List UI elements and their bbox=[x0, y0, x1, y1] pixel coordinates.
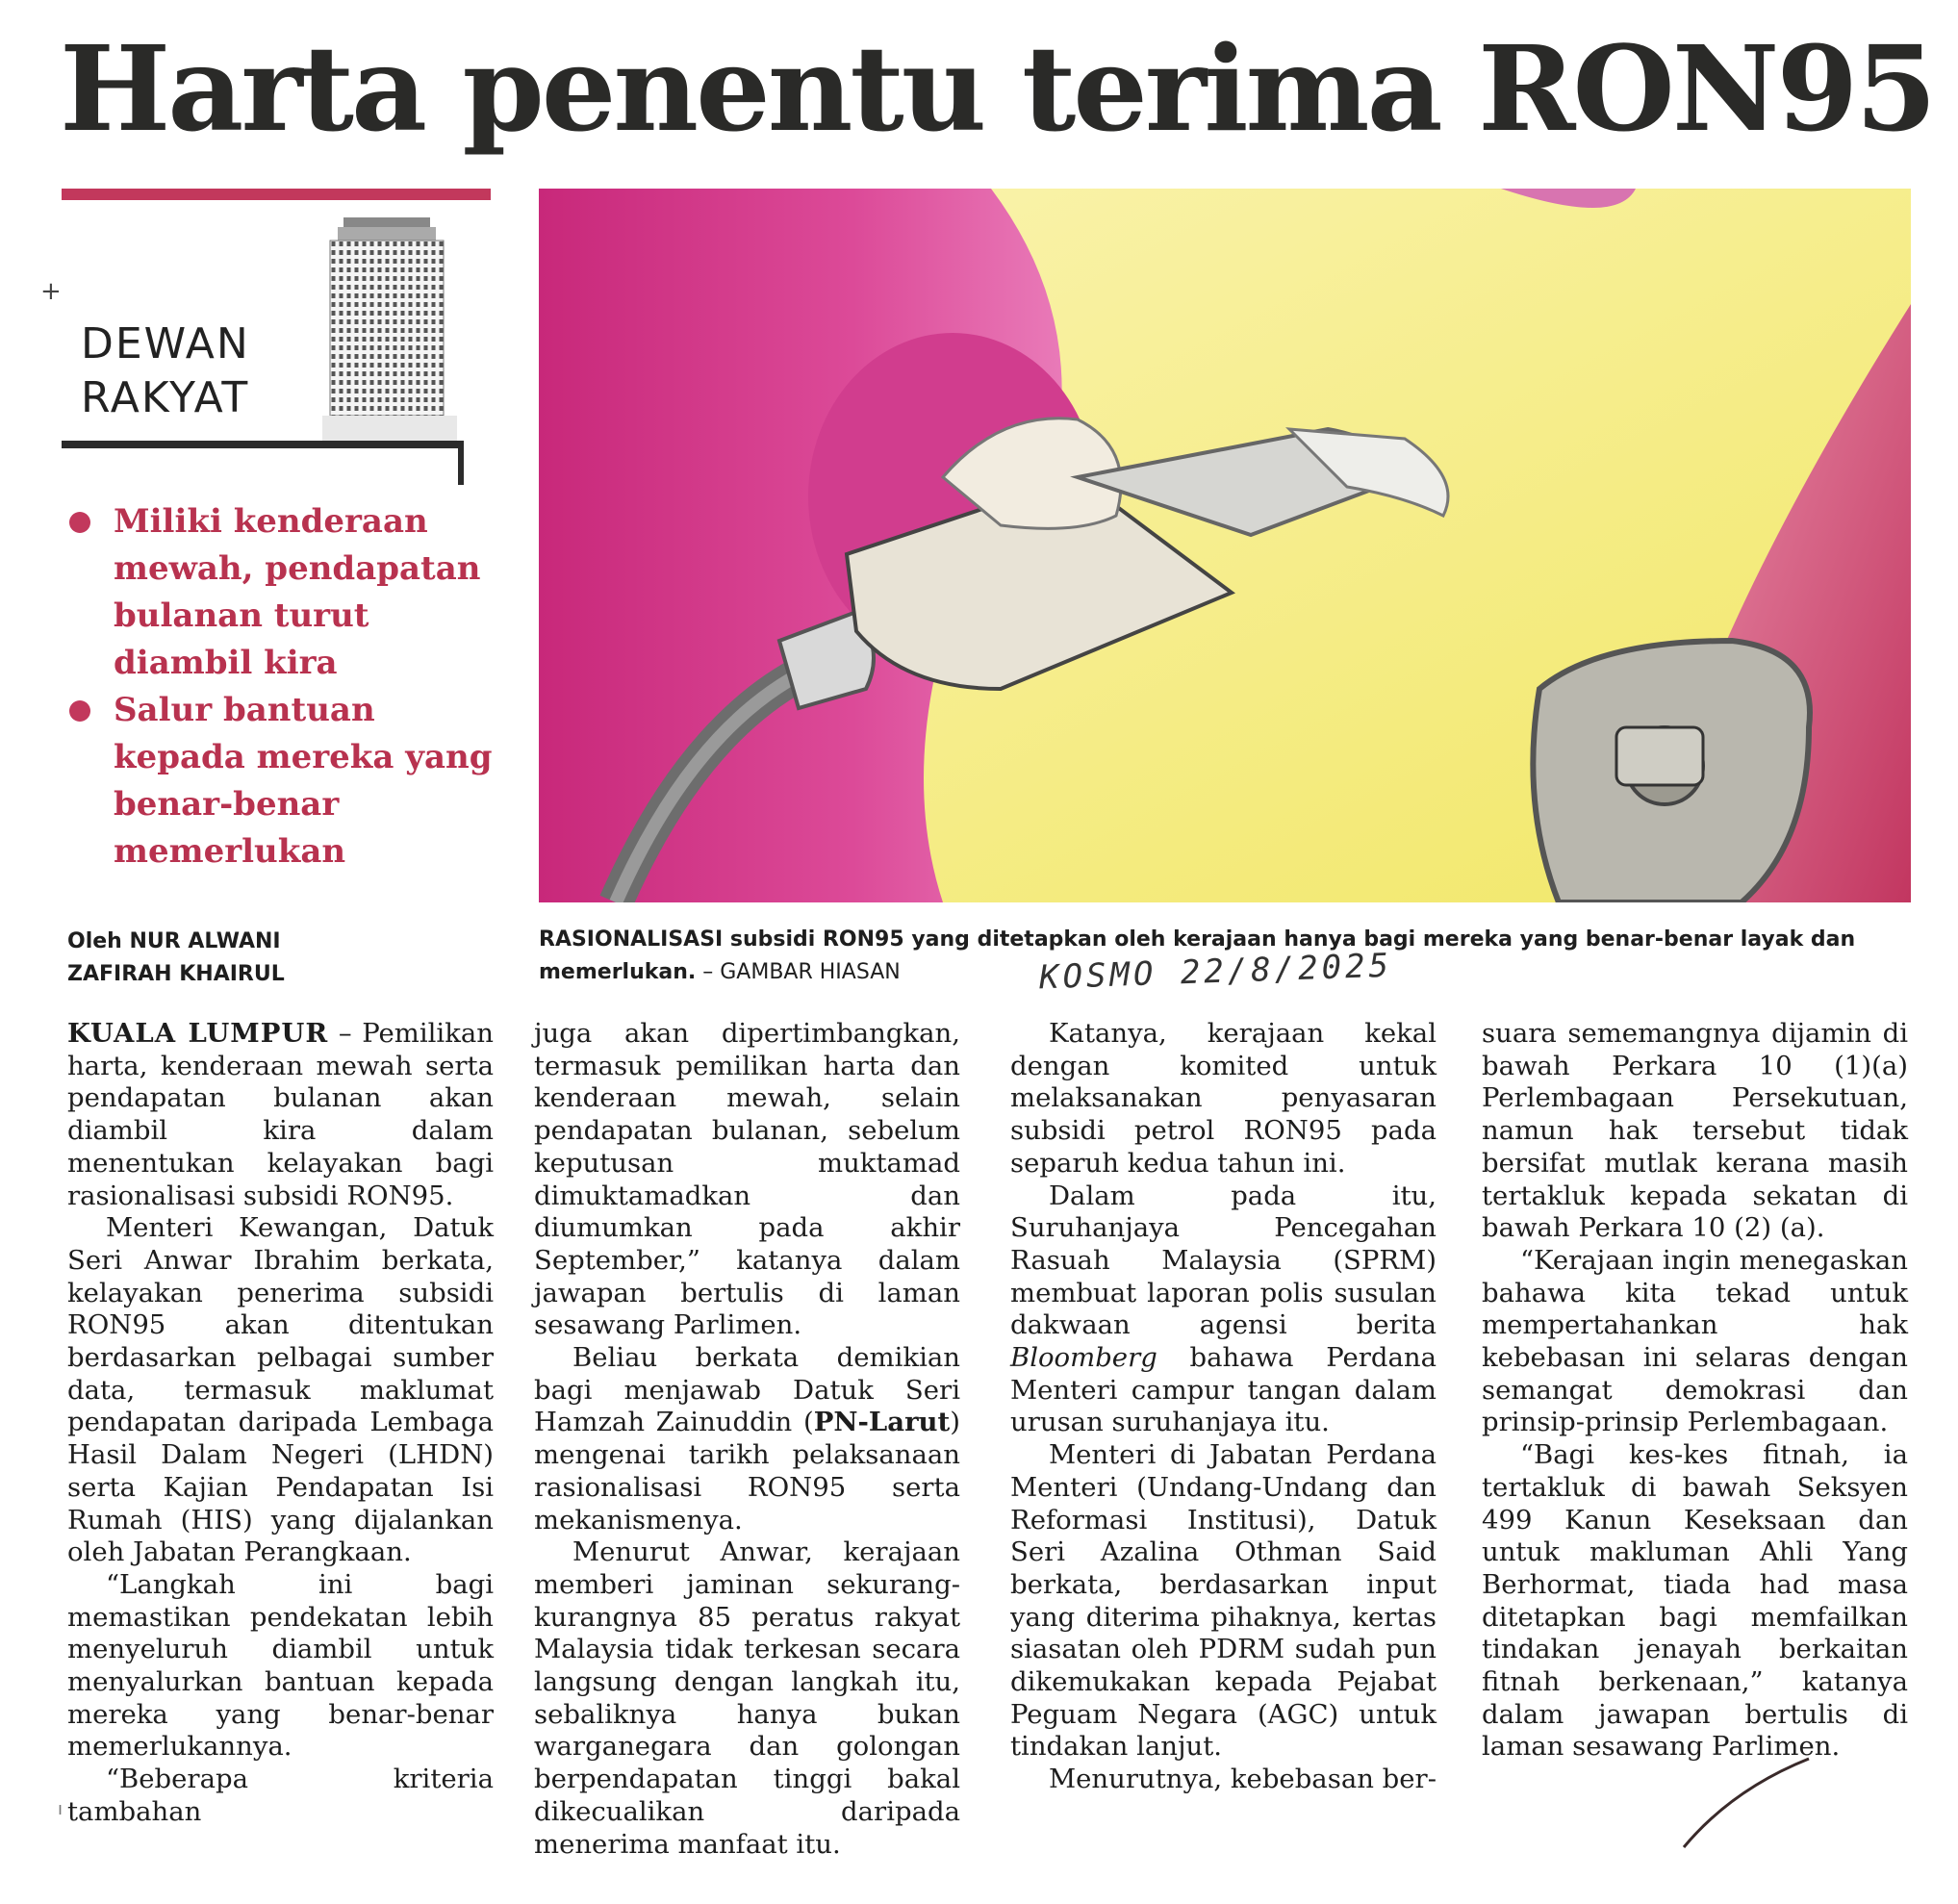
parliament-building-icon bbox=[322, 214, 457, 443]
caption-lead: RASIONALISASI subsidi RON95 yang ditetapkan oleh kerajaan hanya bagi mereka yang benar-benar layak dan memerlukan. bbox=[539, 927, 1856, 984]
highlights-list bbox=[67, 498, 500, 876]
byline bbox=[67, 926, 471, 991]
article-paragraph: Menurutnya, kebebasan ber- bbox=[1049, 1764, 1437, 1795]
section-rule-corner bbox=[458, 441, 464, 485]
article-paragraph: Beliau berkata demikian bagi menjawab Datuk Seri Hamzah Zainuddin (PN-Larut) mengenai tarikh pelaksanaan rasionalisasi RON95 serta mekanismenya. bbox=[534, 1342, 960, 1536]
article-column-3 bbox=[1010, 1018, 1437, 1796]
registration-mark: ı bbox=[58, 1799, 64, 1819]
article-paragraph: “Bagi kes-kes fitnah, ia tertakluk di bawah Seksyen 499 Kanun Keseksaan dan untuk makluman Ahli Yang Berhormat, tiada had masa ditetapkan bagi memfailkan tindakan jenayah berkaitan fitnah berkenaan,” katanya dalam jawapan bertulis di laman sesawang Parlimen. bbox=[1482, 1439, 1908, 1763]
highlight-text: Miliki kenderaan mewah, pendapatan bulanan turut diambil kira bbox=[114, 502, 481, 682]
constituency-label: PN-Larut bbox=[813, 1407, 951, 1438]
article-paragraph: “Beberapa kriteria tambahan bbox=[67, 1764, 494, 1827]
highlight-item bbox=[67, 498, 500, 687]
headline: Harta penentu terima RON95 bbox=[60, 19, 1935, 158]
section-label-line1: DEWAN bbox=[81, 319, 250, 368]
article-text: Beliau berkata demikian bagi menjawab Datuk Seri Hamzah Zainuddin bbox=[534, 1342, 960, 1438]
section-label-line2: RAKYAT bbox=[81, 373, 250, 422]
article-text: mengenai tarikh pelaksanaan rasionalisasi RON95 serta mekanismenya. bbox=[534, 1439, 960, 1536]
article-column-2 bbox=[534, 1018, 960, 1861]
article-paragraph bbox=[1010, 1180, 1437, 1440]
article-paragraph: Menteri Kewangan, Datuk Seri Anwar Ibrahim berkata, kelayakan penerima subsidi RON95 akan ditentukan berdasarkan pelbagai sumber data, termasuk maklumat pendapatan daripada Lembaga Hasil Dalam Negeri (LHDN) serta Kajian Pendapatan Isi Rumah (HIS) yang dijalankan oleh Jabatan Perangkaan. bbox=[67, 1212, 494, 1568]
fuel-pump-photo bbox=[539, 189, 1911, 902]
byline-line2: ZAFIRAH KHAIRUL bbox=[67, 962, 285, 986]
article-column-1 bbox=[67, 1018, 494, 1829]
article-paragraph: “Kerajaan ingin menegaskan bahawa kita tekad untuk mempertahankan hak kebebasan ini selaras dengan semangat demokrasi dan prinsip-prinsip Perlembagaan. bbox=[1482, 1244, 1908, 1438]
article-paragraph: juga akan dipertimbangkan, termasuk pemilikan harta dan kenderaan mewah, selain pendapatan bulanan, sebelum keputusan muktamad dimuktamadkan dan diumumkan pada akhir September,” katanya dalam jawapan bertulis di laman sesawang Parlimen. bbox=[534, 1018, 960, 1341]
article-text: bahawa Perdana Menteri campur tangan dalam urusan suruhanjaya itu. bbox=[1010, 1342, 1437, 1438]
highlight-item bbox=[67, 687, 500, 876]
registration-mark: + bbox=[40, 277, 62, 306]
article-text: Dalam pada itu, Suruhanjaya Pencegahan Rasuah Malaysia (SPRM) membuat laporan polis susulan dakwaan agensi berita bbox=[1010, 1180, 1437, 1341]
article-column-4 bbox=[1482, 1018, 1908, 1764]
byline-line1: Oleh NUR ALWANI bbox=[67, 929, 281, 953]
bullet-dot-icon bbox=[69, 700, 90, 722]
article-text: – Pemilikan harta, kenderaan mewah serta pendapatan bulanan akan diambil kira dalam menentukan kelayakan bagi rasionalisasi subsidi RON95. bbox=[67, 1018, 494, 1211]
article-paragraph: “Langkah ini bagi memastikan pendekatan lebih menyeluruh diambil untuk menyalurkan bantuan kepada mereka yang benar-benar memerlukannya. bbox=[67, 1568, 494, 1763]
article-paragraph bbox=[67, 1018, 494, 1212]
caption-credit: – GAMBAR HIASAN bbox=[696, 960, 901, 984]
bullet-dot-icon bbox=[69, 512, 90, 533]
highlight-text: Salur bantuan kepada mereka yang benar-benar memerlukan bbox=[114, 691, 493, 871]
pen-stroke-mark bbox=[1674, 1751, 1818, 1857]
article-paragraph: suara sememangnya dijamin di bawah Perkara 10 (1)(a) Perlembagaan Persekutuan, namun hak tersebut tidak bersifat mutlak kerana masih tertakluk kepada sekatan di bawah Perkara 10 (2) (a). bbox=[1482, 1018, 1908, 1244]
section-rule-bottom bbox=[62, 441, 462, 448]
article-paragraph: Menteri di Jabatan Perdana Menteri (Undang-Undang dan Reformasi Institusi), Datuk Seri Azalina Othman Said berkata, berdasarkan input yang diterima pihaknya, kertas siasatan oleh PDRM sudah pun dikemukakan kepada Pejabat Peguam Negara (AGC) untuk tindakan lanjut. bbox=[1010, 1439, 1437, 1763]
article-paragraph: Menurut Anwar, kerajaan memberi jaminan sekurang-kurangnya 85 peratus rakyat Malaysia tidak terkesan secara langsung dengan langkah itu, sebaliknya hanya bukan warganegara dan golongan berpendapatan tinggi bakal dikecualikan daripada menerima manfaat itu. bbox=[534, 1536, 960, 1860]
section-rule-top bbox=[62, 189, 491, 200]
publication-name: Bloomberg bbox=[1010, 1342, 1157, 1374]
section-label bbox=[81, 317, 250, 425]
article-paragraph: Katanya, kerajaan kekal dengan komited untuk melaksanakan penyasaran subsidi petrol RON95 pada separuh kedua tahun ini. bbox=[1010, 1018, 1437, 1179]
handwritten-date-note: KOSMO 22/8/2025 bbox=[1038, 946, 1393, 998]
dateline: KUALA LUMPUR bbox=[67, 1018, 329, 1049]
